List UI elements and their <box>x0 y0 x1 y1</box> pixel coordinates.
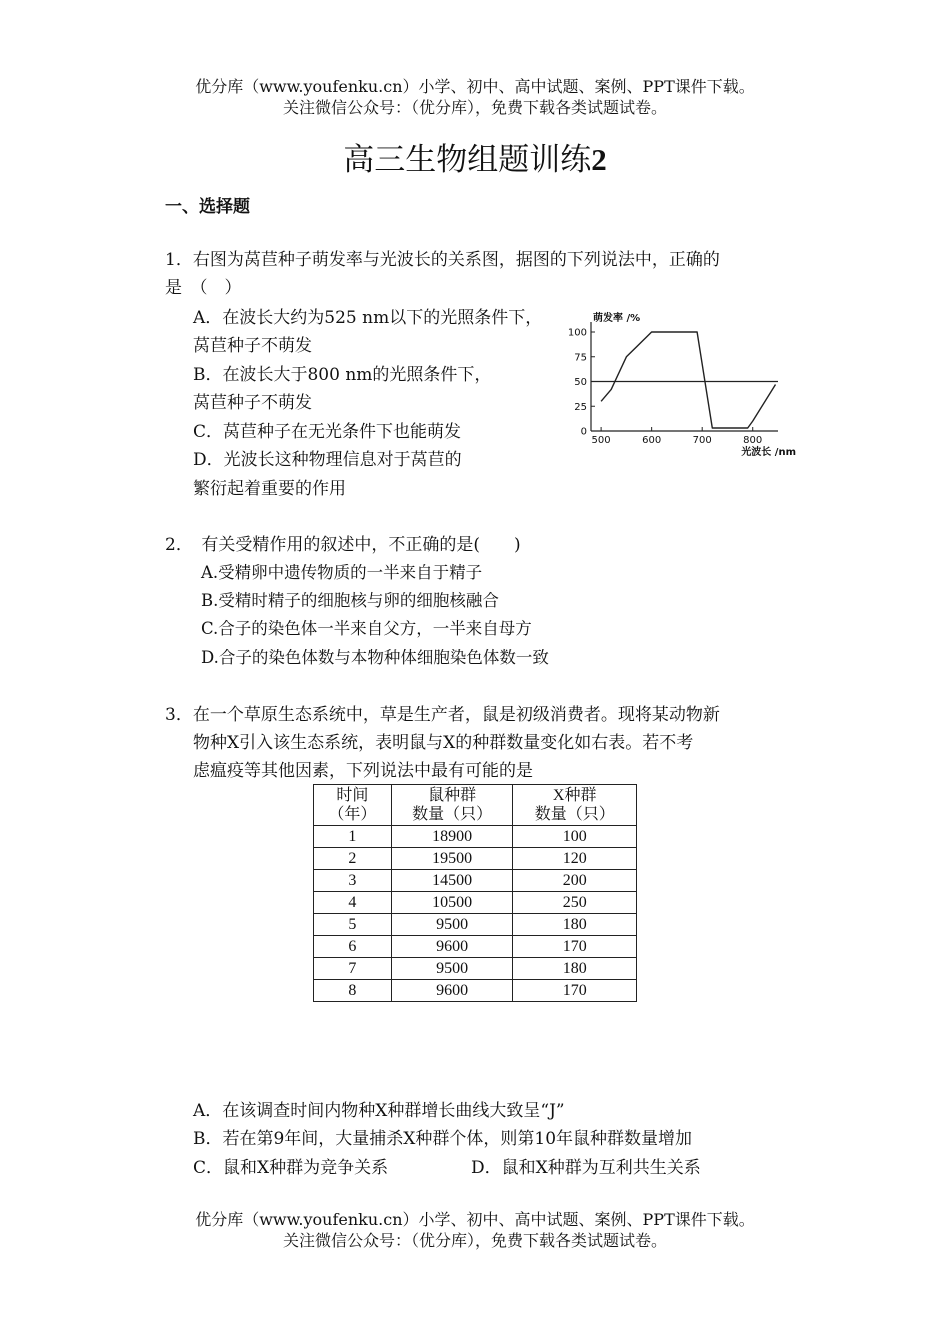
section-heading: 一、选择题 <box>165 197 250 217</box>
q1-option-b-line-1: B．在波长大于800 nm的光照条件下， <box>193 365 492 385</box>
q1-option-d-line-2: 繁衍起着重要的作用 <box>193 479 346 499</box>
table-row: 7 9500 180 <box>314 958 637 980</box>
header-mouse-count: 鼠种群 数量（只） <box>391 785 513 826</box>
q3-option-d: D．鼠和X种群为互利共生关系 <box>471 1158 701 1178</box>
header-year: 时间 （年） <box>314 785 392 826</box>
table-row: 5 9500 180 <box>314 914 637 936</box>
q2-stem: 2． 有关受精作用的叙述中，不正确的是( ) <box>165 535 521 555</box>
q3-stem-line-2: 物种X引入该生态系统，表明鼠与X的种群数量变化如右表。若不考 <box>193 733 694 753</box>
table-row: 4 10500 250 <box>314 892 637 914</box>
footer-line-2: 关注微信公众号：（优分库），免费下载各类试题试卷。 <box>282 1231 667 1250</box>
q1-option-a-line-1: A．在波长大约为525 nm以下的光照条件下， <box>193 308 543 328</box>
table-row: 8 9600 170 <box>314 980 637 1002</box>
germination-rate-line <box>601 332 775 428</box>
page-title-text: 高三生物组题训练 <box>343 142 592 178</box>
x-axis-label: 光波长 /nm <box>741 447 796 458</box>
y-tick-label: 100 <box>567 327 587 339</box>
x-tick-label: 800 <box>743 435 763 446</box>
y-tick-label: 50 <box>574 377 587 388</box>
y-axis-label: 萌发率 /% <box>593 313 641 324</box>
header-line-2: 关注微信公众号：（优分库），免费下载各类试题试卷。 <box>282 98 667 117</box>
q1-option-d-line-1: D．光波长这种物理信息对于莴苣的 <box>193 450 462 470</box>
footer-line-1: 优分库（www.youfenku.cn）小学、初中、高中试题、案例、PPT课件下载。 <box>195 1210 755 1229</box>
header-line-1: 优分库（www.youfenku.cn）小学、初中、高中试题、案例、PPT课件下载。 <box>195 77 755 96</box>
population-table <box>313 784 637 1002</box>
germination-chart <box>560 305 805 460</box>
y-tick-label: 25 <box>574 401 587 413</box>
page-title-number: 2 <box>591 142 607 177</box>
q1-option-c: C．莴苣种子在无光条件下也能萌发 <box>193 422 462 442</box>
q2-option-c: C.合子的染色体一半来自父方，一半来自母方 <box>201 619 532 638</box>
header-x-count: X种群 数量（只） <box>513 785 637 826</box>
q3-option-a: A．在该调查时间内物种X种群增长曲线大致呈“J” <box>193 1101 565 1121</box>
x-tick-label: 500 <box>591 435 611 446</box>
q1-option-a-line-2: 莴苣种子不萌发 <box>193 336 312 356</box>
table-row: 2 19500 120 <box>314 848 637 870</box>
q2-option-b: B.受精时精子的细胞核与卵的细胞核融合 <box>201 591 499 610</box>
q1-stem-line-1: 1．右图为莴苣种子萌发率与光波长的关系图，据图的下列说法中，正确的 <box>165 250 720 270</box>
table-row: 1 18900 100 <box>314 826 637 848</box>
y-tick-label: 75 <box>574 352 587 364</box>
q3-option-c: C．鼠和X种群为竞争关系 <box>193 1158 389 1178</box>
table-header-row <box>314 785 637 826</box>
table-row: 6 9600 170 <box>314 936 637 958</box>
page-title <box>0 140 950 180</box>
y-tick-label: 0 <box>580 426 587 438</box>
q3-stem-line-1: 3．在一个草原生态系统中，草是生产者，鼠是初级消费者。现将某动物新 <box>165 705 720 725</box>
q1-stem-line-2: 是 （ ） <box>165 278 242 298</box>
table-row: 3 14500 200 <box>314 870 637 892</box>
x-tick-label: 700 <box>692 435 712 446</box>
q1-option-b-line-2: 莴苣种子不萌发 <box>193 393 312 413</box>
q2-option-a: A.受精卵中遗传物质的一半来自于精子 <box>201 563 483 582</box>
x-tick-label: 600 <box>642 435 662 446</box>
q2-option-d: D.合子的染色体数与本物种体细胞染色体数一致 <box>201 648 549 667</box>
q3-stem-line-3: 虑瘟疫等其他因素，下列说法中最有可能的是 <box>193 761 533 781</box>
q3-option-b: B．若在第9年间，大量捕杀X种群个体，则第10年鼠种群数量增加 <box>193 1129 693 1149</box>
